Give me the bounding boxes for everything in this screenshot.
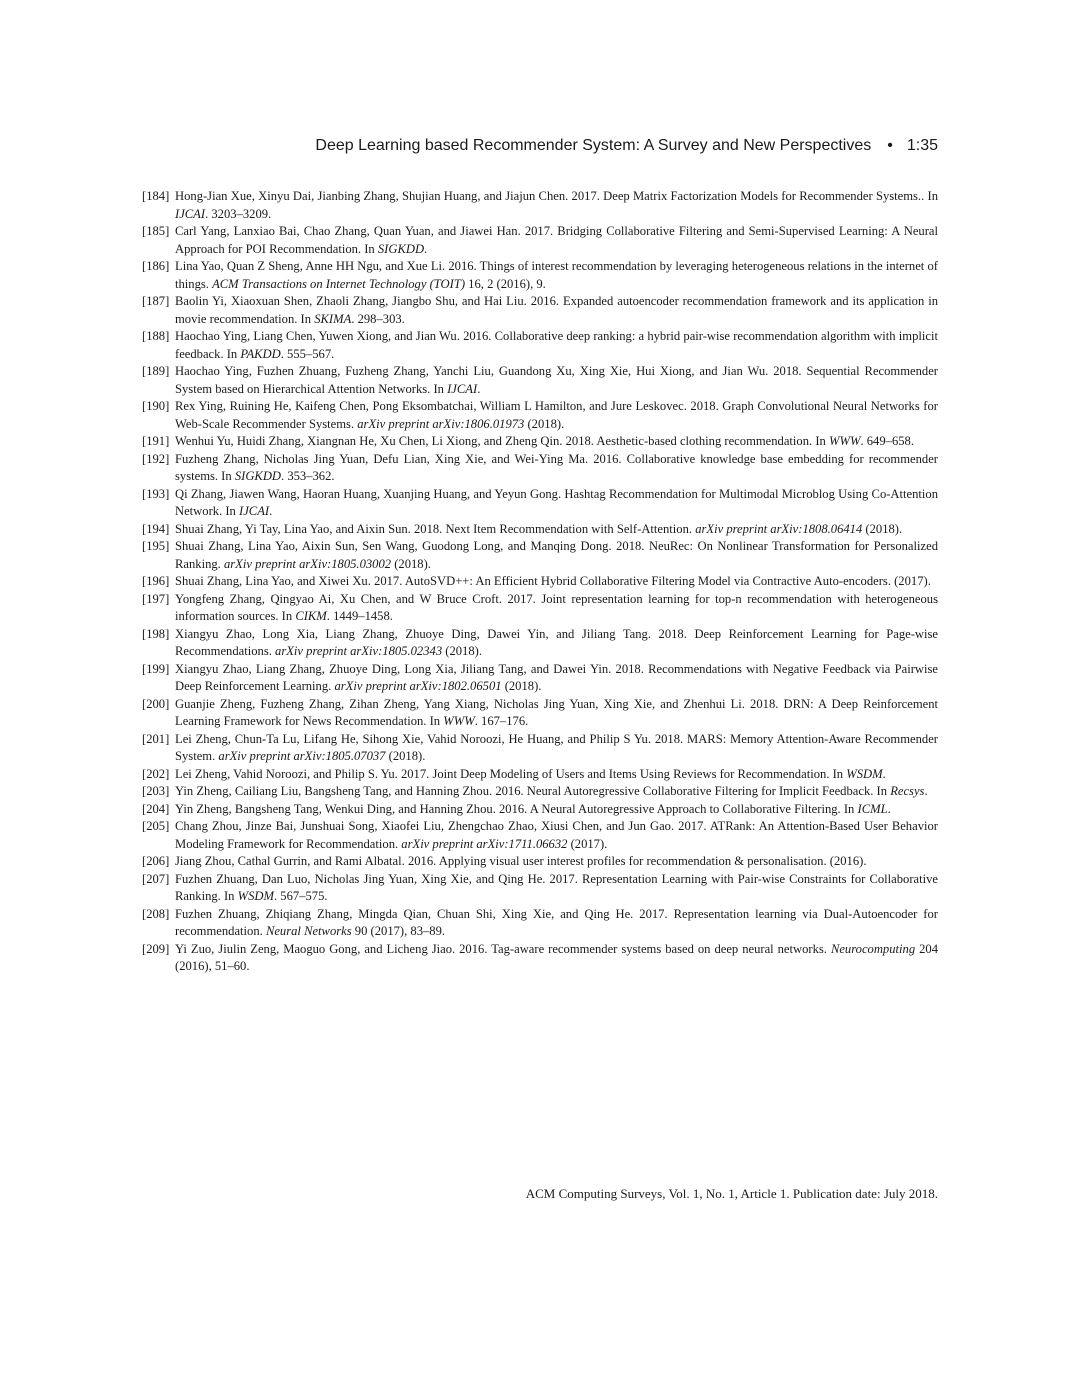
reference-entry [142, 941, 938, 976]
reference-text: (2018). [391, 556, 431, 571]
reference-entry [142, 486, 938, 521]
reference-venue: IJCAI [447, 381, 478, 396]
reference-venue: SKIMA [314, 311, 352, 326]
reference-text: 16, 2 (2016), 9. [465, 276, 546, 291]
reference-entry [142, 818, 938, 853]
reference-entry [142, 573, 938, 591]
reference-venue: WWW [443, 714, 475, 728]
reference-number: [189] [142, 364, 170, 378]
reference-text: Fuzheng Zhang, Nicholas Jing Yuan, Defu Lian, Xing Xie, and Wei-Ying Ma. 2016. Collaborative knowledge base embedding for recommender systems. In [175, 451, 938, 483]
reference-text: (2018). [385, 749, 426, 763]
reference-text: 90 (2017), 83–89. [351, 924, 446, 938]
reference-number: [194] [142, 521, 170, 536]
reference-entry [142, 906, 938, 941]
running-head-title: Deep Learning based Recommender System: A Survey and New Perspectives [315, 137, 872, 154]
reference-text: Yi Zuo, Jiulin Zeng, Maoguo Gong, and Licheng Jiao. 2016. Tag-aware recommender systems based on deep neural networks. [175, 941, 831, 956]
reference-text: Lei Zheng, Vahid Noroozi, and Philip S. Yu. 2017. Joint Deep Modeling of Users and Items Using Reviews for Recommendation. In [175, 766, 847, 781]
reference-text: Chang Zhou, Jinze Bai, Junshuai Song, Xiaofei Liu, Zhengchao Zhao, Xiusi Chen, and Jun Gao. 2017. ATRank: An Attention-Based User Behavior Modeling Framework for Recommendation. [175, 819, 938, 851]
running-head [315, 137, 938, 155]
reference-text: Wenhui Yu, Huidi Zhang, Xiangnan He, Xu Chen, Li Xiong, and Zheng Qin. 2018. Aesthetic-based clothing recommendation. In [175, 434, 829, 448]
reference-text: Rex Ying, Ruining He, Kaifeng Chen, Pong Eksombatchai, William L Hamilton, and Jure Leskovec. 2018. Graph Convolutional Neural Networks for Web-Scale Recommender Systems. [175, 399, 938, 431]
reference-number: [186] [142, 259, 170, 273]
reference-text: Hong-Jian Xue, Xinyu Dai, Jianbing Zhang, Shujian Huang, and Jiajun Chen. 2017. Deep Matrix Factorization Models for Recommender Systems.. In [175, 189, 938, 203]
reference-entry [142, 451, 938, 486]
reference-venue: IJCAI [239, 504, 270, 518]
reference-number: [204] [142, 801, 170, 816]
reference-venue: arXiv preprint arXiv:1805.02343 [275, 644, 443, 658]
reference-entry [142, 293, 938, 328]
reference-number: [207] [142, 871, 170, 886]
reference-text: . [924, 784, 928, 798]
reference-text: Shuai Zhang, Lina Yao, Aixin Sun, Sen Wang, Guodong Long, and Manqing Dong. 2018. NeuRec: On Nonlinear Transformation for Personalized Ranking. [175, 539, 938, 571]
reference-text: Yin Zheng, Bangsheng Tang, Wenkui Ding, and Hanning Zhou. 2016. A Neural Autoregressive Approach to Collaborative Filtering. In [175, 801, 858, 816]
reference-entry [142, 853, 938, 871]
reference-venue: SIGKDD [377, 241, 425, 256]
reference-entry [142, 223, 938, 258]
reference-text: . [887, 801, 891, 816]
reference-text: . 555–567. [280, 346, 335, 361]
reference-entry [142, 521, 938, 539]
reference-venue: ICML [857, 801, 888, 816]
reference-entry [142, 661, 938, 696]
reference-venue: WWW [828, 434, 861, 448]
reference-text: . 167–176. [474, 714, 529, 728]
reference-text: . 3203–3209. [205, 206, 272, 221]
reference-text: . 298–303. [351, 311, 405, 326]
reference-entry [142, 801, 938, 819]
reference-number: [201] [142, 731, 170, 746]
reference-text: Lina Yao, Quan Z Sheng, Anne HH Ngu, and Xue Li. 2016. Things of interest recommendation by leveraging heterogeneous relations in the internet of things. [175, 259, 938, 291]
reference-number: [185] [142, 224, 170, 238]
reference-number: [198] [142, 626, 170, 641]
reference-entry [142, 258, 938, 293]
reference-text: Lei Zheng, Chun-Ta Lu, Lifang He, Sihong Xie, Vahid Noroozi, He Huang, and Philip S Yu. 2018. MARS: Memory Attention-Aware Recommender System. [175, 731, 938, 763]
reference-venue: arXiv preprint arXiv:1806.01973 [357, 416, 525, 431]
reference-number: [202] [142, 766, 170, 781]
reference-text: (2018). [862, 521, 903, 536]
reference-text: Baolin Yi, Xiaoxuan Shen, Zhaoli Zhang, Jiangbo Shu, and Hai Liu. 2016. Expanded autoencoder recommendation framework and its application in movie recommendation. In [175, 294, 938, 326]
reference-text: . [424, 241, 428, 256]
reference-text: Yongfeng Zhang, Qingyao Ai, Xu Chen, and W Bruce Croft. 2017. Joint representation learning for top-n recommendation with heterogeneous information sources. In [175, 591, 938, 623]
reference-number: [199] [142, 661, 170, 676]
reference-number: [191] [142, 434, 170, 448]
page-number: 1:35 [906, 137, 938, 154]
reference-text: (2018). [501, 679, 542, 693]
reference-text: 204 (2016), 51–60. [175, 941, 938, 973]
reference-text: . 353–362. [281, 469, 335, 483]
reference-entry [142, 591, 938, 626]
reference-number: [203] [142, 784, 170, 798]
running-head-bullet: • [887, 137, 893, 154]
reference-venue: PAKDD [240, 346, 281, 361]
reference-text: (2018). [524, 416, 565, 431]
reference-venue: IJCAI [175, 206, 206, 221]
reference-entry [142, 626, 938, 661]
reference-venue: arXiv preprint arXiv:1805.03002 [223, 556, 392, 571]
reference-number: [187] [142, 294, 170, 308]
reference-text: Carl Yang, Lanxiao Bai, Chao Zhang, Quan Yuan, and Jiawei Han. 2017. Bridging Collaborative Filtering and Semi-Supervised Learning: A Neural Approach for POI Recommendation. In [175, 224, 938, 256]
reference-text: . [477, 381, 481, 396]
reference-venue: WSDM [846, 766, 883, 781]
reference-entry [142, 433, 938, 451]
reference-number: [205] [142, 819, 170, 833]
reference-number: [208] [142, 906, 170, 921]
reference-text: Fuzhen Zhuang, Zhiqiang Zhang, Mingda Qian, Chuan Shi, Xing Xie, and Qing He. 2017. Representation learning via Dual-Autoencoder for recommendation. [175, 906, 938, 938]
reference-entry [142, 363, 938, 398]
reference-number: [209] [142, 941, 170, 956]
reference-venue: ACM Transactions on Internet Technology (TOIT) [212, 276, 466, 291]
reference-number: [196] [142, 574, 170, 588]
reference-text: Haochao Ying, Liang Chen, Yuwen Xiong, and Jian Wu. 2016. Collaborative deep ranking: a hybrid pair-wise recommendation algorithm with implicit feedback. In [175, 329, 938, 361]
reference-text: Xiangyu Zhao, Liang Zhang, Zhuoye Ding, Long Xia, Jiliang Tang, and Dawei Yin. 2018. Recommendations with Negative Feedback via Pairwise Deep Reinforcement Learning. [175, 661, 938, 693]
reference-text: Haochao Ying, Fuzhen Zhuang, Fuzheng Zhang, Yanchi Liu, Guandong Xu, Xing Xie, Hui Xiong, and Jian Wu. 2018. Sequential Recommender System based on Hierarchical Attention Networks. In [175, 364, 938, 396]
reference-number: [188] [142, 329, 170, 343]
reference-text: Yin Zheng, Cailiang Liu, Bangsheng Tang, and Hanning Zhou. 2016. Neural Autoregressive Collaborative Filtering for Implicit Feedback. In [175, 784, 891, 798]
reference-text: . [882, 766, 886, 781]
reference-number: [206] [142, 854, 170, 868]
reference-venue: arXiv preprint arXiv:1802.06501 [334, 679, 502, 693]
reference-venue: Neurocomputing [830, 941, 916, 956]
reference-entry [142, 188, 938, 223]
reference-number: [197] [142, 591, 170, 606]
reference-venue: arXiv preprint arXiv:1808.06414 [695, 521, 863, 536]
reference-entry [142, 696, 938, 731]
reference-number: [193] [142, 486, 170, 501]
reference-venue: Neural Networks [265, 924, 352, 938]
reference-text: Qi Zhang, Jiawen Wang, Haoran Huang, Xuanjing Huang, and Yeyun Gong. Hashtag Recommendation for Multimodal Microblog Using Co-Attention Network. In [175, 486, 938, 518]
reference-number: [184] [142, 189, 170, 203]
reference-venue: WSDM [237, 889, 274, 903]
reference-venue: Recsys [890, 784, 925, 798]
reference-text: . 567–575. [274, 889, 328, 903]
reference-text: . 1449–1458. [326, 609, 393, 623]
reference-text: Guanjie Zheng, Fuzheng Zhang, Zihan Zheng, Yang Xiang, Nicholas Jing Yuan, Xing Xie, and Zhenhui Li. 2018. DRN: A Deep Reinforcement Learning Framework for News Recommendation. In [175, 696, 938, 728]
reference-venue: SIGKDD [234, 469, 282, 483]
page-footer: ACM Computing Surveys, Vol. 1, No. 1, Article 1. Publication date: July 2018. [525, 1186, 938, 1201]
reference-entry [142, 871, 938, 906]
reference-venue: arXiv preprint arXiv:1805.07037 [218, 749, 386, 763]
reference-text: (2017). [567, 836, 608, 851]
reference-text: Xiangyu Zhao, Long Xia, Liang Zhang, Zhuoye Ding, Dawei Yin, and Jiliang Tang. 2018. Deep Reinforcement Learning for Page-wise Recommendations. [175, 626, 938, 658]
reference-number: [190] [142, 399, 170, 413]
reference-text: Shuai Zhang, Yi Tay, Lina Yao, and Aixin Sun. 2018. Next Item Recommendation with Self-Attention. [175, 521, 696, 536]
reference-text: . 649–658. [860, 434, 914, 448]
reference-entry [142, 731, 938, 766]
reference-entry [142, 328, 938, 363]
reference-entry [142, 783, 938, 801]
reference-entry [142, 538, 938, 573]
reference-entry [142, 766, 938, 784]
reference-text: Fuzhen Zhuang, Dan Luo, Nicholas Jing Yuan, Xing Xie, and Qing He. 2017. Representation Learning with Pair-wise Constraints for Collaborative Ranking. In [175, 871, 938, 903]
reference-text: Shuai Zhang, Lina Yao, and Xiwei Xu. 2017. AutoSVD++: An Efficient Hybrid Collaborative Filtering Model via Contractive Auto-encoders. (2017). [175, 574, 931, 588]
reference-text: (2018). [442, 644, 482, 658]
reference-text: . [269, 504, 273, 518]
reference-number: [195] [142, 539, 170, 553]
reference-venue: arXiv preprint arXiv:1711.06632 [401, 836, 568, 851]
reference-text: Jiang Zhou, Cathal Gurrin, and Rami Albatal. 2016. Applying visual user interest profiles for recommendation & personalisation. (2016). [175, 854, 867, 868]
reference-list [142, 188, 938, 976]
reference-number: [192] [142, 451, 170, 466]
reference-number: [200] [142, 696, 170, 711]
reference-venue: CIKM [295, 609, 327, 623]
reference-entry [142, 398, 938, 433]
